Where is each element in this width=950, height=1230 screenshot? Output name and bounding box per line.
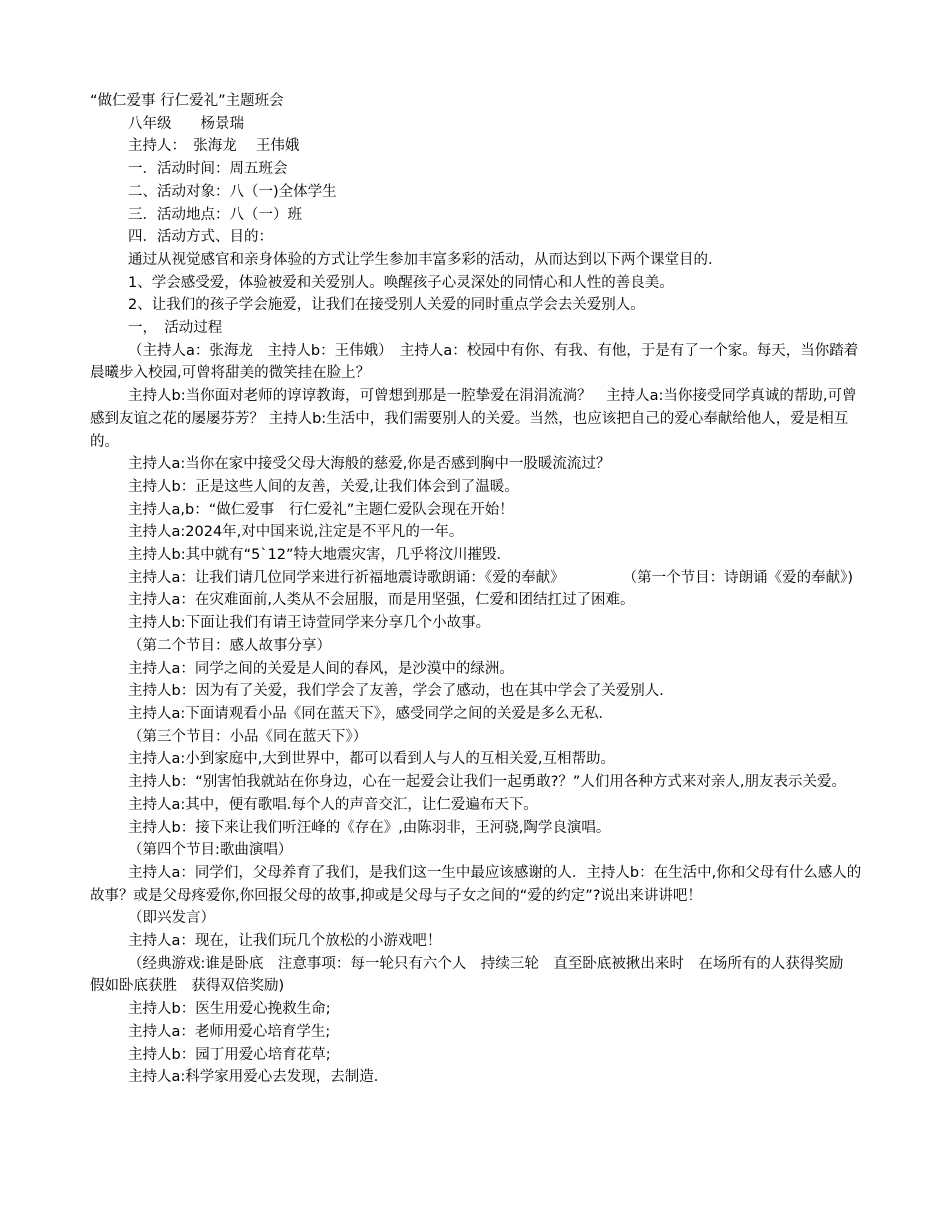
paragraph: 四．活动方式、目的： xyxy=(128,229,273,246)
document-title: “做仁爱事 行仁爱礼”主题班会 xyxy=(90,93,284,109)
paragraph: 三．活动地点：八（一）班 xyxy=(128,206,302,223)
paragraph: 一， 活动过程 xyxy=(128,320,223,337)
paragraph: 主持人b：接下来让我们听汪峰的《存在》,由陈羽非，王河骁,陶学良演唱。 xyxy=(128,819,611,836)
paragraph: （第三个节目：小品《同在蓝天下》） xyxy=(128,728,368,745)
paragraph: 八年级 杨景瑞 xyxy=(128,115,244,132)
paragraph: 主持人a:当你在家中接受父母大海般的慈爱,你是否感到胸中一股暖流流过？ xyxy=(128,456,611,473)
paragraph: 1、学会感受爱，体验被爱和关爱别人。唤醒孩子心灵深处的同情心和人性的善良美。 xyxy=(128,274,674,291)
paragraph: 主持人b:其中就有“5`12”特大地震灾害，几乎将汶川摧毁． xyxy=(128,547,512,564)
paragraph: 主持人a：让我们请几位同学来进行祈福地震诗歌朗诵：《爱的奉献》 （第一个节目：诗朗诵《爱的奉献》) xyxy=(128,569,854,586)
paragraph: 主持人a:2024年,对中国来说,注定是不平凡的一年。 xyxy=(128,524,464,541)
paragraph: 主持人a:小到家庭中,大到世界中，都可以看到人与人的互相关爱,互相帮助。 xyxy=(128,751,615,768)
paragraph: 主持人a:科学家用爱心去发现，去制造． xyxy=(128,1069,389,1086)
paragraph: 主持人a:下面请观看小品《同在蓝天下》，感受同学之间的关爱是多么无私． xyxy=(128,705,614,722)
paragraph: 通过从视觉感官和亲身体验的方式让学生参加丰富多彩的活动，从而达到以下两个课堂目的． xyxy=(128,251,723,268)
paragraph: 主持人a：老师用爱心培育学生; xyxy=(128,1023,331,1040)
paragraph: 主持人b：医生用爱心挽救生命; xyxy=(128,1001,331,1018)
paragraph: 主持人b:下面让我们有请王诗萱同学来分享几个小故事。 xyxy=(128,615,491,632)
paragraph: （第四个节目:歌曲演唱） xyxy=(128,842,293,859)
paragraph: （即兴发言） xyxy=(128,910,215,927)
paragraph: 主持人b：园丁用爱心培育花草; xyxy=(128,1046,331,1063)
paragraph: （主持人a：张海龙 主持人b：王伟娥） 主持人a：校园中有你、有我、有他，于是有了一个家。每天，当你踏着晨曦步入校园,可曾将甜美的微笑挂在脸上？ xyxy=(90,342,859,382)
paragraph: 一．活动时间：周五班会 xyxy=(128,161,288,178)
paragraph: 主持人a,b：“做仁爱事 行仁爱礼”主题仁爱队会现在开始！ xyxy=(128,501,514,518)
paragraph: 主持人a：同学们，父母养育了我们，是我们这一生中最应该感谢的人．主持人b：在生活中,你和父母有什么感人的故事？或是父母疼爱你,你回报父母的故事,抑或是父母与子女之间的“爱的约定”?说出来讲讲吧！ xyxy=(90,864,862,904)
paragraph: 主持人b：“别害怕我就站在你身边，心在一起爱会让我们一起勇敢?？”人们用各种方式来对亲人,朋友表示关爱。 xyxy=(128,774,847,791)
paragraph: 主持人b：正是这些人间的友善，关爱,让我们体会到了温暖。 xyxy=(128,478,519,495)
paragraph: （经典游戏:谁是卧底 注意事项：每一轮只有六个人 持续三轮 直至卧底被揪出来时 在场所有的人获得奖励 假如卧底获胜 获得双倍奖励) xyxy=(90,955,858,995)
paragraph: 二、活动对象：八（一)全体学生 xyxy=(128,183,337,200)
paragraph: 2、让我们的孩子学会施爱，让我们在接受别人关爱的同时重点学会去关爱别人。 xyxy=(128,297,645,314)
paragraph: 主持人： 张海龙 王伟娥 xyxy=(128,138,300,155)
paragraph: 主持人a：现在，让我们玩几个放松的小游戏吧！ xyxy=(128,933,442,950)
paragraph: 主持人b:当你面对老师的谆谆教诲，可曾想到那是一腔挚爱在涓涓流淌？ 主持人a:当你接受同学真诚的帮助,可曾感到友谊之花的屡屡芬芳？ 主持人b:生活中，我们需要别人的关爱。当然，也应该把自己的爱心奉献给他人，爱是相互的。 xyxy=(90,388,857,450)
paragraph: 主持人a：在灾难面前,人类从不会屈服，而是用坚强，仁爱和团结扛过了困难。 xyxy=(128,592,635,609)
paragraph: （第二个节目：感人故事分享） xyxy=(128,637,331,654)
document-body xyxy=(90,90,862,1089)
paragraph: 主持人b：因为有了关爱，我们学会了友善，学会了感动，也在其中学会了关爱别人． xyxy=(128,683,674,700)
paragraph-list xyxy=(90,113,862,1089)
paragraph: 主持人a：同学之间的关爱是人间的春风，是沙漠中的绿洲。 xyxy=(128,660,514,677)
paragraph: 主持人a:其中，便有歌唱.每个人的声音交汇，让仁爱遍布天下。 xyxy=(128,796,538,813)
